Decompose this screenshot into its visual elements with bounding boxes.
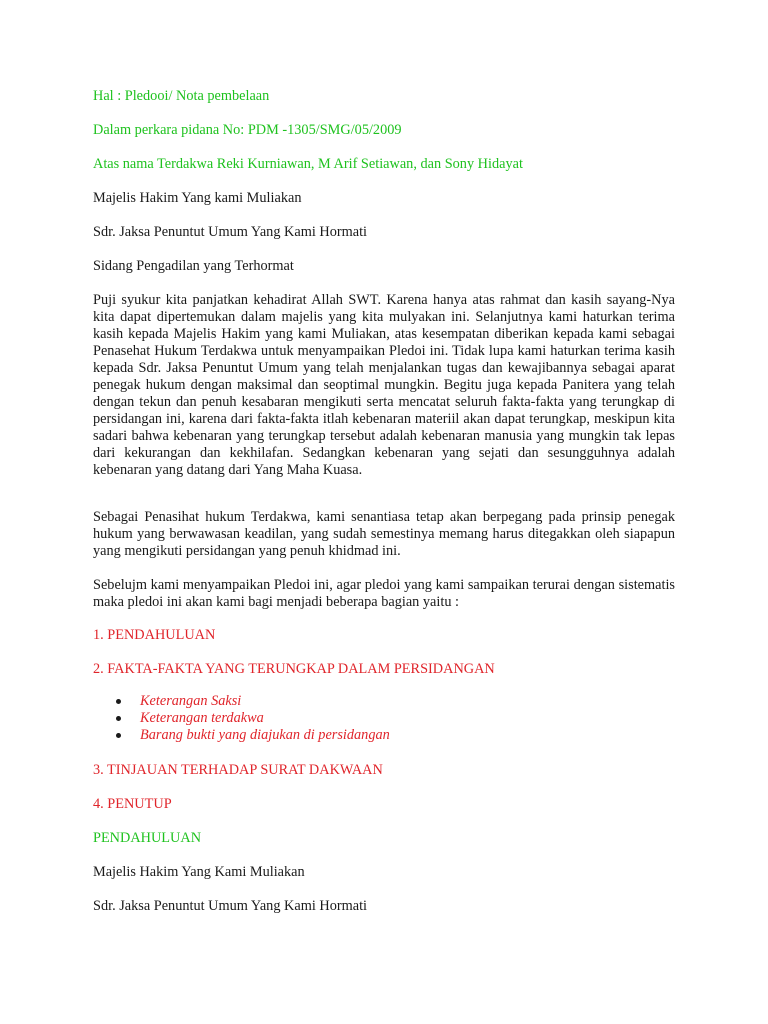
case-number-line: Dalam perkara pidana No: PDM -1305/SMG/05/2009	[93, 122, 402, 138]
section-heading-2: 2. FAKTA-FAKTA YANG TERUNGKAP DALAM PERSIDANGAN	[93, 661, 495, 677]
pendahuluan-salutation-hakim: Majelis Hakim Yang Kami Muliakan	[93, 864, 305, 880]
section-heading-4: 4. PENUTUP	[93, 796, 172, 812]
paragraph-principle: Sebagai Penasihat hukum Terdakwa, kami senantiasa tetap akan berpegang pada prinsip penegak hukum yang berwawasan keadilan, yang sudah semestinya memang harus ditegakkan oleh siapapun yang mengikuti persidangan yang penuh khidmad ini.	[93, 509, 675, 559]
defendants-line: Atas nama Terdakwa Reki Kurniawan, M Arif Setiawan, dan Sony Hidayat	[93, 156, 523, 172]
list-item	[140, 693, 390, 710]
list-item	[140, 710, 390, 727]
pendahuluan-salutation-jaksa: Sdr. Jaksa Penuntut Umum Yang Kami Hormati	[93, 898, 368, 914]
section-2-bullet-list	[140, 693, 390, 744]
bullet-icon	[116, 733, 121, 738]
subject-line: Hal : Pledooi/ Nota pembelaan	[93, 88, 270, 104]
section-heading-1: 1. PENDAHULUAN	[93, 627, 216, 643]
bullet-icon	[116, 716, 121, 721]
salutation-hakim: Majelis Hakim Yang kami Muliakan	[93, 190, 302, 206]
salutation-sidang: Sidang Pengadilan yang Terhormat	[93, 258, 294, 274]
paragraph-opening: Puji syukur kita panjatkan kehadirat Allah SWT. Karena hanya atas rahmat dan kasih sayang-Nya kita dapat dipertemukan dalam majelis yang kita mulyakan ini. Selanjutnya kami haturkan terima kasih kepada Majelis Hakim yang kami Muliakan, atas kesempatan diberikan kepada kami sebagai Penasehat Hukum Terdakwa untuk menyampaikan Pledoi ini. Tidak lupa kami haturkan terima kasih kepada Sdr. Jaksa Penuntut Umum yang telah menjalankan tugas dan kewajibannya sebagai aparat penegak hukum dengan maksimal dan seoptimal mungkin. Begitu juga kepada Panitera yang telah dengan tekun dan penuh kesabaran mengikuti serta mencatat seluruh fakta-fakta yang terungkap di persidangan ini, karena dari fakta-fakta itlah kebenaran materiil akan dapat terungkap, meskipun kita sadari bahwa kebenaran yang terungkap tersebut adalah kebenaran manusia yang mungkin tak lepas dari kekurangan dan kekhilafan. Sedangkan kebenaran yang sejati dan sesungguhnya adalah kebenaran yang datang dari Yang Maha Kuasa.	[93, 292, 675, 478]
list-item-label: Keterangan Saksi	[140, 693, 242, 709]
bullet-icon	[116, 699, 121, 704]
pendahuluan-heading: PENDAHULUAN	[93, 830, 202, 846]
section-heading-3: 3. TINJAUAN TERHADAP SURAT DAKWAAN	[93, 762, 383, 778]
list-item-label: Barang bukti yang diajukan di persidangan	[140, 727, 390, 743]
list-item	[140, 727, 390, 744]
list-item-label: Keterangan terdakwa	[140, 710, 264, 726]
salutation-jaksa: Sdr. Jaksa Penuntut Umum Yang Kami Hormati	[93, 224, 368, 240]
paragraph-outline-intro: Sebelujm kami menyampaikan Pledoi ini, agar pledoi yang kami sampaikan terurai dengan sistematis maka pledoi ini akan kami bagi menjadi beberapa bagian yaitu :	[93, 577, 675, 610]
